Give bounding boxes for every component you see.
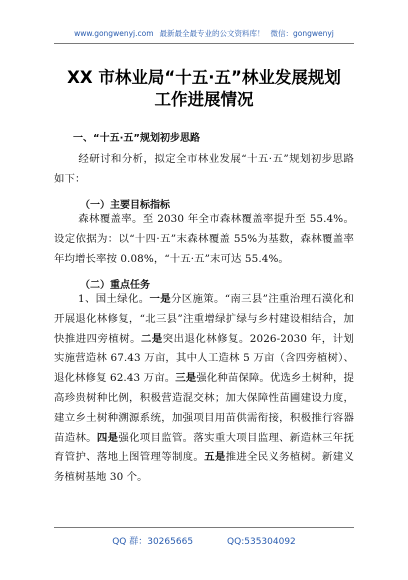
section1-intro-paragraph [54,150,354,190]
header-divider [54,43,354,44]
header-wechat: 微信：gongwenyj [270,29,334,38]
section1-heading: 一、“十五·五”规划初步思路 [73,133,200,144]
document-title-line2: 工作进展情况 [154,90,254,109]
task-part-3: 强化种苗保障。优选乡土树种，提高珍贵树种比例，积极营造混交林；加大保障性苗圃建设力度，建立乡土树种溯源系统，加强项目用苗供需衔接，积极推行容器苗造林。 [54,372,355,444]
subsection1-paragraph [54,210,354,269]
page-header [0,28,408,39]
keyword-4: 四是 [96,431,119,444]
footer-qq-number: QQ:535304092 [227,537,296,547]
footer-divider [54,527,354,528]
header-slogan: 最新最全最专业的公文资料库！ [159,29,265,38]
footer-qq-group: QQ 群：30265665 [112,537,194,547]
task-part-4: 强化项目监管。落实重大项目监理、新造林三年抚育管护、落地上图管理等制度。 [54,431,354,464]
header-website[interactable]: www.gongwenyj.com [74,29,154,38]
task-part-1: 分区施策。“南三县”注重治理石漠化和开展退化林修复，“北三县”注重增绿扩绿与乡村建设相结合，加快推进四旁植树。 [54,293,354,345]
task-lead: 1、国土绿化。 [78,293,150,305]
section1-intro-text: 经研讨和分析，拟定全市林业发展“十五·五”规划初步思路如下： [54,153,354,185]
keyword-2: 二是 [141,332,163,345]
subsection2-heading: （二）重点任务 [80,280,150,291]
keyword-3: 三是 [175,372,197,385]
keyword-5: 五是 [204,451,226,464]
keyword-1: 一是 [149,293,171,305]
document-title-line1: XX 市林业局“十五·五”林业发展规划 [67,68,341,87]
subsection1-text: 森林覆盖率。至 2030 年全市森林覆盖率提升至 55.4%。设定依据为：以“十四·五”末森林覆盖 55%为基数，森林覆盖率年均增长率按 0.08%，“十五·五”末可达 55.4%。 [54,213,354,265]
task-part-2: 突出退化林修复。2026-2030 年，计划实施营造林 67.43 万亩，其中人工造林 5 万亩（含四旁植树）、退化林修复 62.43 万亩。 [54,332,354,385]
subsection2-paragraph [54,290,354,488]
page-footer [0,534,408,547]
task-part-5: 推进全民义务植树。新建义务植树基地 30 个。 [54,451,354,484]
subsection1-heading: （一）主要目标指标 [80,200,170,211]
